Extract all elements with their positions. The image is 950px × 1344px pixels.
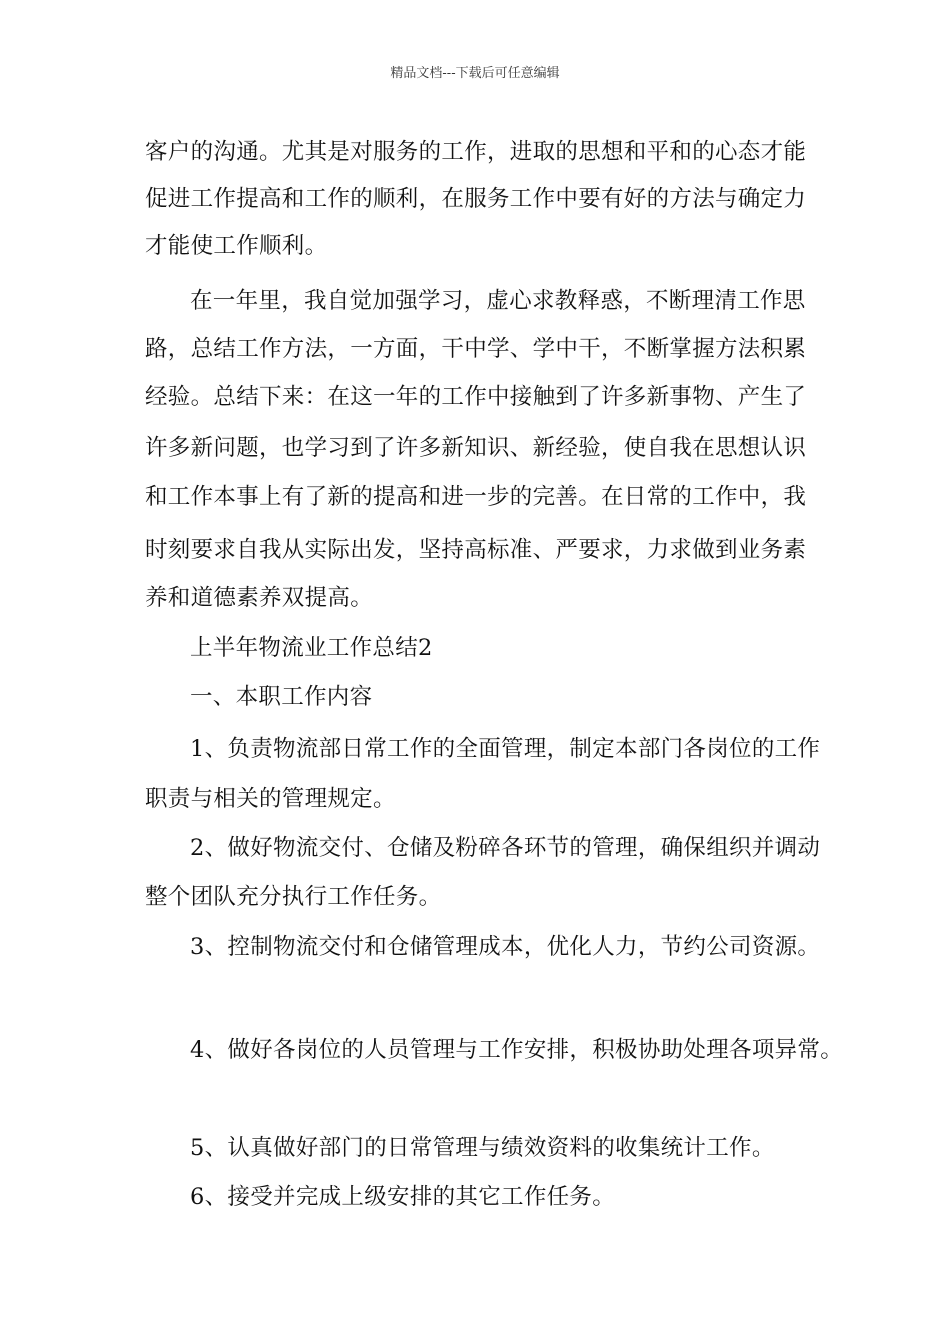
paragraph-line: 才能使工作顺利。 (145, 233, 328, 259)
paragraph-line: 促进工作提高和工作的顺利，在服务工作中要有好的方法与确定力 (145, 186, 807, 212)
paragraph-line: 经验。总结下来：在这一年的工作中接触到了许多新事物、产生了 (145, 384, 807, 410)
paragraph-line: 和工作本事上有了新的提高和进一步的完善。在日常的工作中，我 (145, 484, 807, 510)
section-title: 上半年物流业工作总结2 (190, 635, 433, 661)
list-item: 1、负责物流部日常工作的全面管理，制定本部门各岗位的工作 (190, 736, 821, 762)
list-item: 6、接受并完成上级安排的其它工作任务。 (190, 1184, 616, 1210)
section-heading: 一、本职工作内容 (190, 684, 373, 710)
list-item: 2、做好物流交付、仓储及粉碎各环节的管理，确保组织并调动 (190, 835, 821, 861)
page-header: 精品文档---下载后可任意编辑 (390, 66, 560, 81)
paragraph-line: 在一年里，我自觉加强学习，虚心求教释惑，不断理清工作思 (190, 288, 806, 314)
paragraph-line: 养和道德素养双提高。 (145, 585, 374, 611)
list-item: 4、做好各岗位的人员管理与工作安排，积极协助处理各项异常。 (190, 1037, 844, 1063)
paragraph-line: 许多新问题，也学习到了许多新知识、新经验，使自我在思想认识 (145, 435, 807, 461)
list-item: 5、认真做好部门的日常管理与绩效资料的收集统计工作。 (190, 1135, 775, 1161)
list-item-continuation: 职责与相关的管理规定。 (145, 786, 396, 812)
paragraph-line: 路，总结工作方法，一方面，干中学、学中干，不断掌握方法积累 (145, 336, 807, 362)
paragraph-line: 时刻要求自我从实际出发，坚持高标准、严要求，力求做到业务素 (145, 537, 807, 563)
list-item: 3、控制物流交付和仓储管理成本，优化人力，节约公司资源。 (190, 934, 821, 960)
paragraph-line: 客户的沟通。尤其是对服务的工作，进取的思想和平和的心态才能 (145, 139, 807, 165)
list-item-continuation: 整个团队充分执行工作任务。 (145, 884, 442, 910)
